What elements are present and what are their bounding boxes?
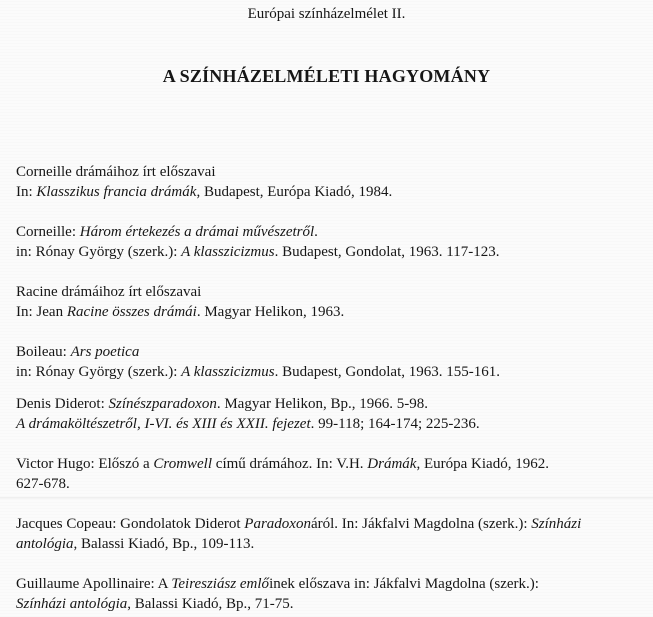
- bibliography-entry: [16, 222, 646, 262]
- entry-text: , Európa Kiadó, 1962.: [416, 456, 549, 472]
- entry-line: [16, 362, 646, 382]
- italic-title-text: Paradoxon: [244, 516, 311, 532]
- entry-text: in: Rónay György (szerk.):: [16, 364, 182, 380]
- entry-text: 627-678.: [16, 476, 70, 492]
- entry-text: áról. In: Jákfalvi Magdolna (szerk.):: [310, 516, 532, 532]
- entry-line: [16, 162, 646, 182]
- italic-title-text: A klasszicizmus: [181, 364, 275, 380]
- entry-text: .: [314, 224, 318, 240]
- entry-text: Racine drámáihoz írt előszavai: [16, 284, 202, 300]
- italic-title-text: Klasszikus francia drámák: [36, 184, 197, 200]
- entry-text: Corneille:: [16, 224, 80, 240]
- bibliography-entry: [16, 574, 646, 614]
- entry-text: Boileau:: [16, 344, 71, 360]
- italic-title-text: Teiresziász emlő: [171, 576, 270, 592]
- entry-text: Jacques Copeau: Gondolatok Diderot: [16, 516, 245, 532]
- italic-title-text: antológia: [16, 536, 74, 552]
- italic-title-text: Színházi antológia: [16, 596, 128, 612]
- entry-text: Victor Hugo: Előszó a: [16, 456, 154, 472]
- entry-text: . Budapest, Gondolat, 1963. 155-161.: [274, 364, 501, 380]
- entry-text: Corneille drámáihoz írt előszavai: [16, 164, 216, 180]
- italic-title-text: Drámák: [367, 456, 417, 472]
- entry-text: . Magyar Helikon, Bp., 1966. 5-98.: [216, 396, 429, 412]
- entry-line: [16, 534, 646, 554]
- bibliography-entry: [16, 394, 646, 434]
- italic-title-text: Három értekezés a drámai művészetről: [79, 224, 315, 240]
- italic-title-text: Színházi: [531, 516, 582, 532]
- entry-line: [16, 242, 646, 262]
- entry-text: . Magyar Helikon, 1963.: [196, 304, 345, 320]
- entry-line: [16, 302, 646, 322]
- bibliography-entry: [16, 514, 646, 554]
- entry-line: [16, 222, 646, 242]
- entry-text: című drámához. In: V.H.: [212, 456, 368, 472]
- document-title: A SZÍNHÁZELMÉLETI HAGYOMÁNY: [162, 66, 491, 86]
- entry-text: , Balassi Kiadó, Bp., 71-75.: [127, 596, 294, 612]
- entry-text: , Budapest, Európa Kiadó, 1984.: [196, 184, 393, 200]
- entry-line: [16, 594, 646, 614]
- entry-line: [16, 474, 646, 494]
- entry-text: . Budapest, Gondolat, 1963. 117-123.: [274, 244, 500, 260]
- entry-line: [16, 514, 646, 534]
- italic-title-text: Ars poetica: [70, 344, 140, 360]
- entry-text: , Balassi Kiadó, Bp., 109-113.: [73, 536, 255, 552]
- entry-line: [16, 342, 646, 362]
- entry-line: [16, 282, 646, 302]
- italic-title-text: Cromwell: [153, 456, 213, 472]
- entry-text: In:: [16, 184, 37, 200]
- entry-text: . 99-118; 164-174; 225-236.: [310, 416, 480, 432]
- bibliography-entry: [16, 282, 646, 322]
- italic-title-text: A drámaköltészetről, I-VI. és XIII és XXII. fejezet: [16, 416, 311, 432]
- entry-text: Denis Diderot:: [16, 396, 109, 412]
- italic-title-text: A klasszicizmus: [181, 244, 275, 260]
- italic-title-text: Színészparadoxon: [108, 396, 217, 412]
- entry-line: [16, 182, 646, 202]
- course-header: Európai színházelmélet II.: [247, 6, 406, 22]
- entry-line: [16, 454, 646, 474]
- entry-line: [16, 574, 646, 594]
- entry-text: inek előszava in: Jákfalvi Magdolna (szerk.):: [269, 576, 539, 592]
- entry-text: Guillaume Apollinaire: A: [16, 576, 172, 592]
- entry-line: [16, 394, 646, 414]
- entry-line: [16, 414, 646, 434]
- italic-title-text: Racine összes drámái: [66, 304, 197, 320]
- bibliography-entry: [16, 342, 646, 382]
- bibliography-entry: [16, 162, 646, 202]
- entry-text: In: Jean: [16, 304, 67, 320]
- bibliography-entry: [16, 454, 646, 494]
- paper-fold-line: [0, 497, 653, 499]
- entry-text: in: Rónay György (szerk.):: [16, 244, 182, 260]
